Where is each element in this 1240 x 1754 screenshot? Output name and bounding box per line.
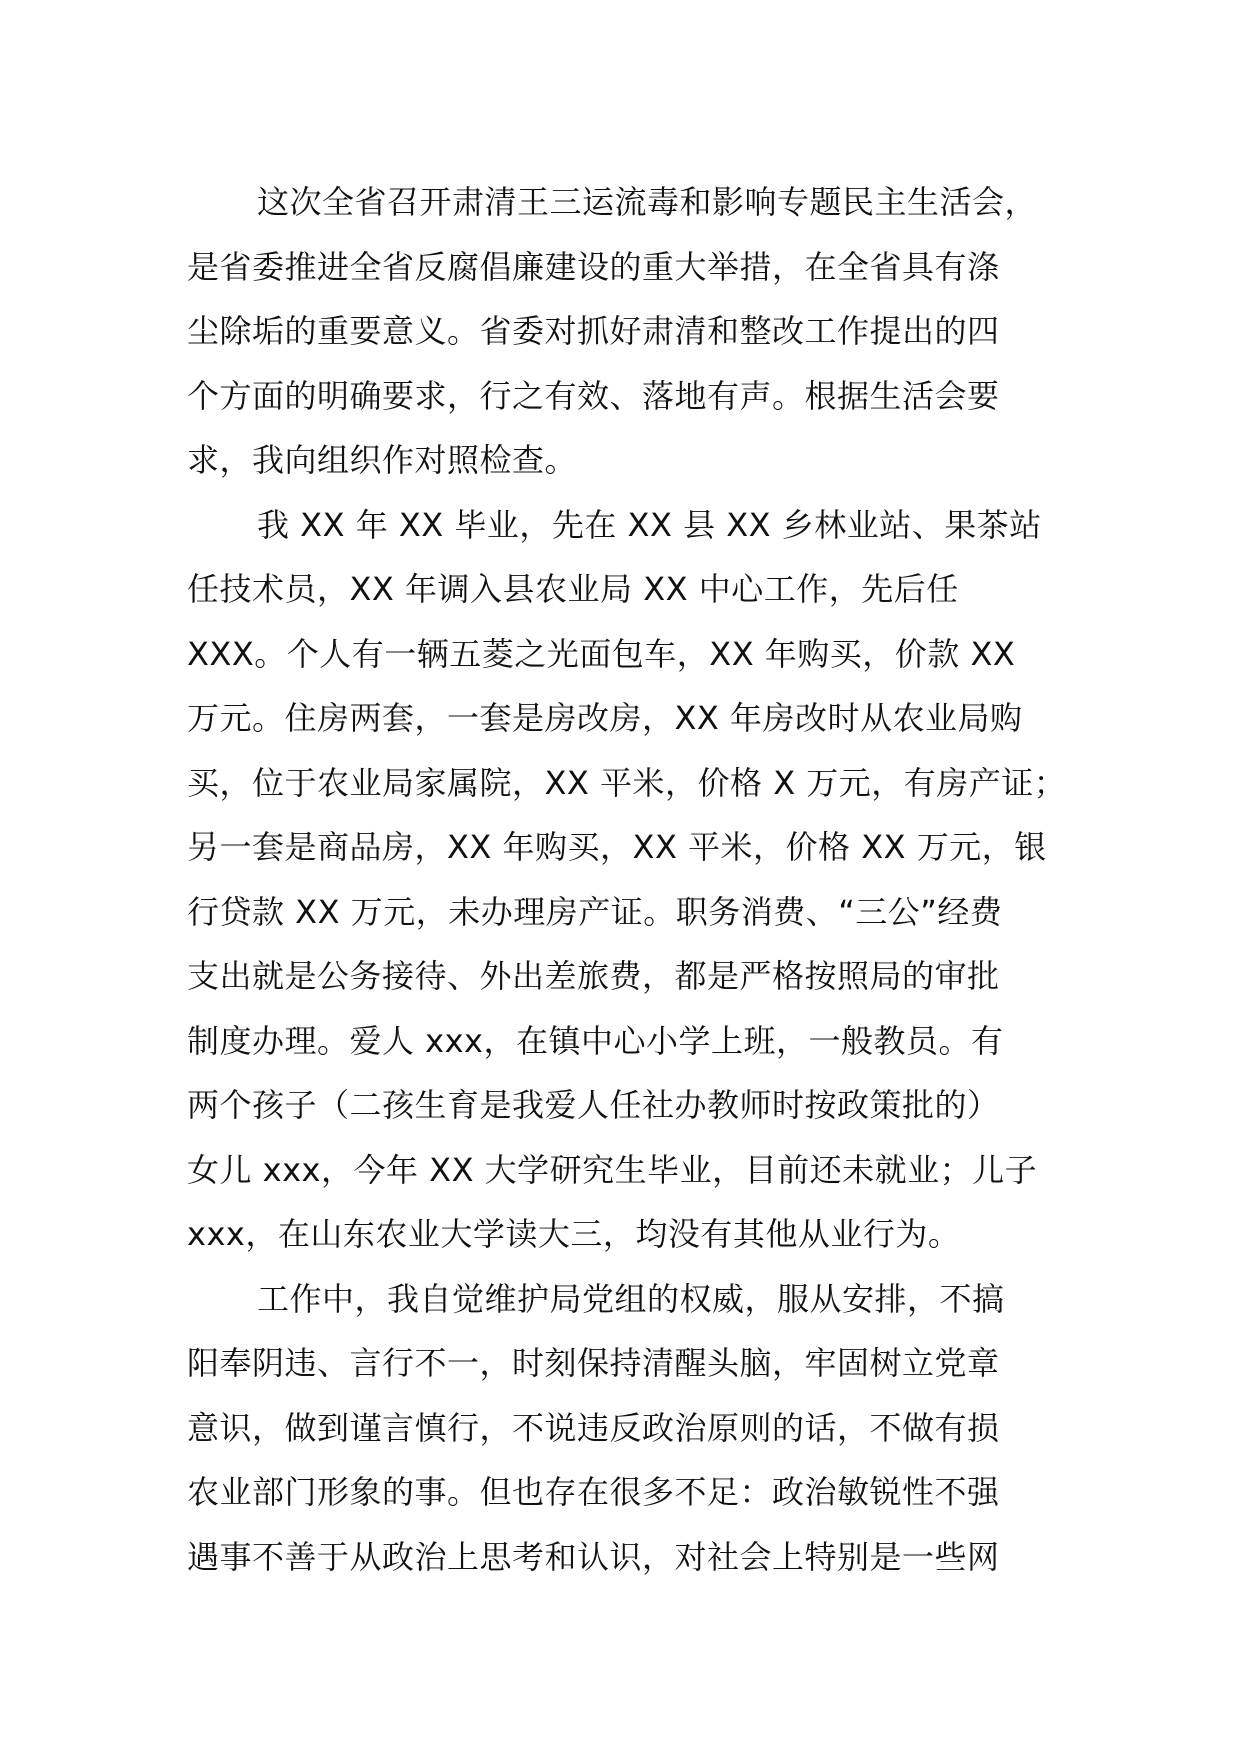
paragraph-1-line-1: 这次全省召开肃清王三运流毒和影响专题民主生活会， [257, 183, 1038, 221]
paragraph-2-line-7: 行贷款 XX 万元，未办理房产证。职务消费、“三公”经费 [187, 892, 1003, 931]
paragraph-1-line-4: 个方面的明确要求，行之有效、落地有声。根据生活会要 [187, 376, 1000, 415]
paragraph-3-line-1: 工作中，我自觉维护局党组的权威，服从安排，不搞 [257, 1279, 1005, 1318]
paragraph-2-line-6: 另一套是商品房，XX 年购买，XX 平米，价格 XX 万元，银 [187, 828, 1047, 866]
paragraph-2-line-12: xxx，在山东农业大学读大三，均没有其他从业行为。 [187, 1215, 961, 1253]
paragraph-1-line-3: 尘除垢的重要意义。省委对抓好肃清和整改工作提出的四 [187, 312, 1000, 350]
paragraph-1-line-2: 是省委推进全省反腐倡廉建设的重大举措，在全省具有涤 [187, 247, 1000, 286]
paragraph-2-line-1: 我 XX 年 XX 毕业，先在 XX 县 XX 乡林业站、果茶站 [257, 505, 1042, 544]
paragraph-2-line-10: 两个孩子（二孩生育是我爱人任社办教师时按政策批的） [187, 1086, 1000, 1124]
paragraph-2-line-5: 买，位于农业局家属院，XX 平米，价格 X 万元，有房产证； [187, 763, 1067, 802]
paragraph-3-line-4: 农业部门形象的事。但也存在很多不足：政治敏锐性不强 [187, 1473, 1000, 1511]
paragraph-2-line-11: 女儿 xxx，今年 XX 大学研究生毕业，目前还未就业；儿子 [187, 1150, 1038, 1189]
paragraph-2-line-2: 任技术员，XX 年调入县农业局 XX 中心工作，先后任 [187, 570, 959, 608]
paragraph-3-line-3: 意识，做到谨言慎行，不说违反政治原则的话，不做有损 [187, 1408, 1000, 1447]
document-body [187, 170, 1087, 1589]
paragraph-3-line-2: 阳奉阴违、言行不一，时刻保持清醒头脑，牢固树立党章 [187, 1344, 1000, 1382]
paragraph-3-line-5: 遇事不善于从政治上思考和认识，对社会上特别是一些网 [187, 1537, 1000, 1576]
paragraph-2-line-4: 万元。住房两套，一套是房改房，XX 年房改时从农业局购 [187, 699, 1023, 737]
paragraph-2-line-8: 支出就是公务接待、外出差旅费，都是严格按照局的审批 [187, 957, 1000, 995]
paragraph-1-line-5: 求，我向组织作对照检查。 [187, 441, 578, 479]
paragraph-2-line-9: 制度办理。爱人 xxx，在镇中心小学上班，一般教员。有 [187, 1021, 1004, 1060]
paragraph-2-line-3: XXX。个人有一辆五菱之光面包车，XX 年购买，价款 XX [187, 634, 1016, 673]
